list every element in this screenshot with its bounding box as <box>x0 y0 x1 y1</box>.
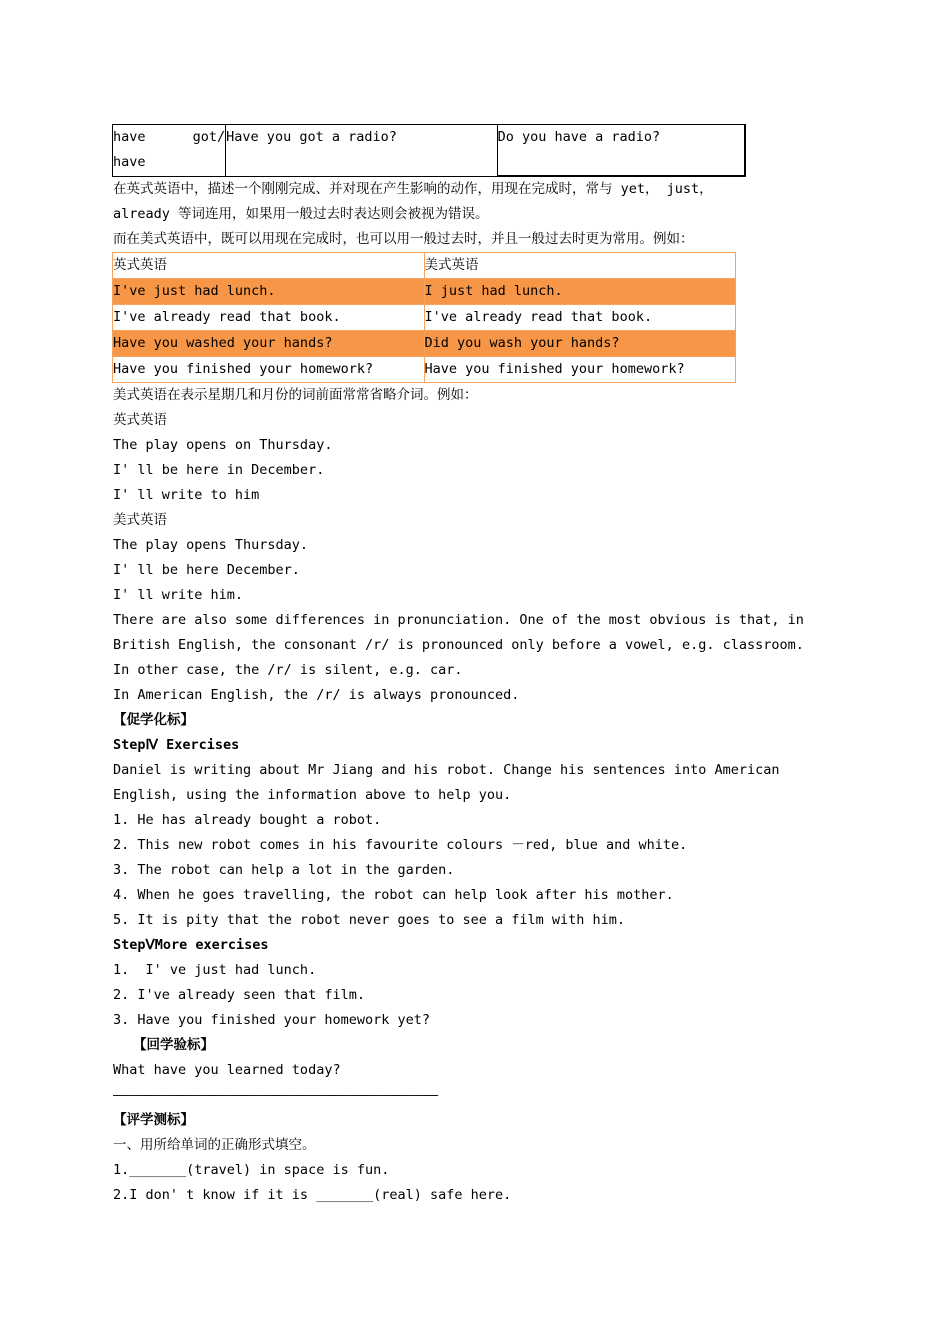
american-cell: I just had lunch. <box>424 279 736 305</box>
american-example: I' ll be here December. <box>113 562 300 578</box>
test-instruction: 一、用所给单词的正确形式填空。 <box>113 1137 316 1153</box>
british-cell: Have you washed your hands? <box>113 331 425 357</box>
american-cell: Did you wash your hands? <box>424 331 736 357</box>
step4-title: StepⅣ Exercises <box>113 737 240 753</box>
list-item: 1. He has already bought a robot. <box>113 812 382 828</box>
section-promote-heading: 【促学化标】 <box>113 712 194 728</box>
para-british-1b: already 等词连用，如果用一般过去时表达则会被视为错误。 <box>113 206 489 222</box>
term-got: got/ <box>192 129 226 145</box>
list-item: 4. When he goes travelling, the robot can help look after his mother. <box>113 887 674 903</box>
british-cell: I've just had lunch. <box>113 279 425 305</box>
american-cell: I've already read that book. <box>424 305 736 331</box>
british-example: I' ll write to him <box>113 487 260 503</box>
american-example: I' ll write him. <box>113 587 244 603</box>
para-omit-prepositions: 美式英语在表示星期几和月份的词前面常常省略介词。例如： <box>113 387 478 403</box>
term-have: have <box>113 129 146 145</box>
step4-intro-2: English, using the information above to help you. <box>113 787 512 803</box>
section-review-heading: 【回学验标】 <box>133 1037 214 1053</box>
british-cell: Have you finished your homework? <box>113 357 425 383</box>
pronunciation-line-3: In other case, the /r/ is silent, e.g. car. <box>113 662 463 678</box>
british-cell: I've already read that book. <box>113 305 425 331</box>
list-item: 5. It is pity that the robot never goes to see a film with him. <box>113 912 626 928</box>
british-example: I' ll be here in December. <box>113 462 325 478</box>
table-row <box>113 357 736 383</box>
american-cell: 美式英语 <box>424 253 736 279</box>
list-item: 3. The robot can help a lot in the garden. <box>113 862 455 878</box>
table-row <box>113 125 746 177</box>
list-item: 3. Have you finished your homework yet? <box>113 1012 430 1028</box>
pronunciation-line-4: In American English, the /r/ is always pronounced. <box>113 687 520 703</box>
section-test-heading: 【评学测标】 <box>113 1112 194 1128</box>
test-list <box>113 1158 837 1208</box>
comparison-table <box>112 252 736 383</box>
review-question: What have you learned today? <box>113 1062 341 1078</box>
list-item: 2.I don' t know if it is _______(real) safe here. <box>113 1187 512 1203</box>
table-cell-british: Have you got a radio? <box>226 125 497 177</box>
table-row <box>113 279 736 305</box>
list-item: 2. I've already seen that film. <box>113 987 365 1003</box>
british-cell: 英式英语 <box>113 253 425 279</box>
step5-list <box>113 958 837 1033</box>
have-got-table <box>112 124 746 177</box>
list-item: 1._______(travel) in space is fun. <box>113 1162 390 1178</box>
american-label: 美式英语 <box>113 512 167 528</box>
document-page <box>113 124 837 1208</box>
table-row <box>113 331 736 357</box>
table-row <box>113 305 736 331</box>
para-british-1a: 在英式英语中，描述一个刚刚完成、并对现在产生影响的动作，用现在完成时，常与 yet， just， <box>113 181 713 197</box>
british-label: 英式英语 <box>113 412 167 428</box>
american-examples <box>113 533 837 608</box>
term-have-2: have <box>113 154 146 170</box>
answer-separator-line: ———————————————————————————————————————— <box>113 1087 439 1103</box>
pronunciation-line-2: British English, the consonant /r/ is pronounced only before a vowel, e.g. classroom. <box>113 637 804 653</box>
list-item: 2. This new robot comes in his favourite colours －red, blue and white. <box>113 837 688 853</box>
table-cell-term <box>113 125 226 177</box>
american-cell: Have you finished your homework? <box>424 357 736 383</box>
table-cell-american: Do you have a radio? <box>497 125 745 177</box>
list-item: 1. I' ve just had lunch. <box>113 962 317 978</box>
step4-list <box>113 808 837 933</box>
step5-title: StepⅤMore exercises <box>113 937 269 953</box>
para-american-1: 而在美式英语中，既可以用现在完成时，也可以用一般过去时，并且一般过去时更为常用。例如： <box>113 231 694 247</box>
british-examples <box>113 433 837 508</box>
term-top-line <box>113 125 225 150</box>
table-row <box>113 253 736 279</box>
american-example: The play opens Thursday. <box>113 537 309 553</box>
british-example: The play opens on Thursday. <box>113 437 333 453</box>
pronunciation-line-1: There are also some differences in pronunciation. One of the most obvious is that, in <box>113 612 804 628</box>
step4-intro-1: Daniel is writing about Mr Jiang and his robot. Change his sentences into American <box>113 762 780 778</box>
